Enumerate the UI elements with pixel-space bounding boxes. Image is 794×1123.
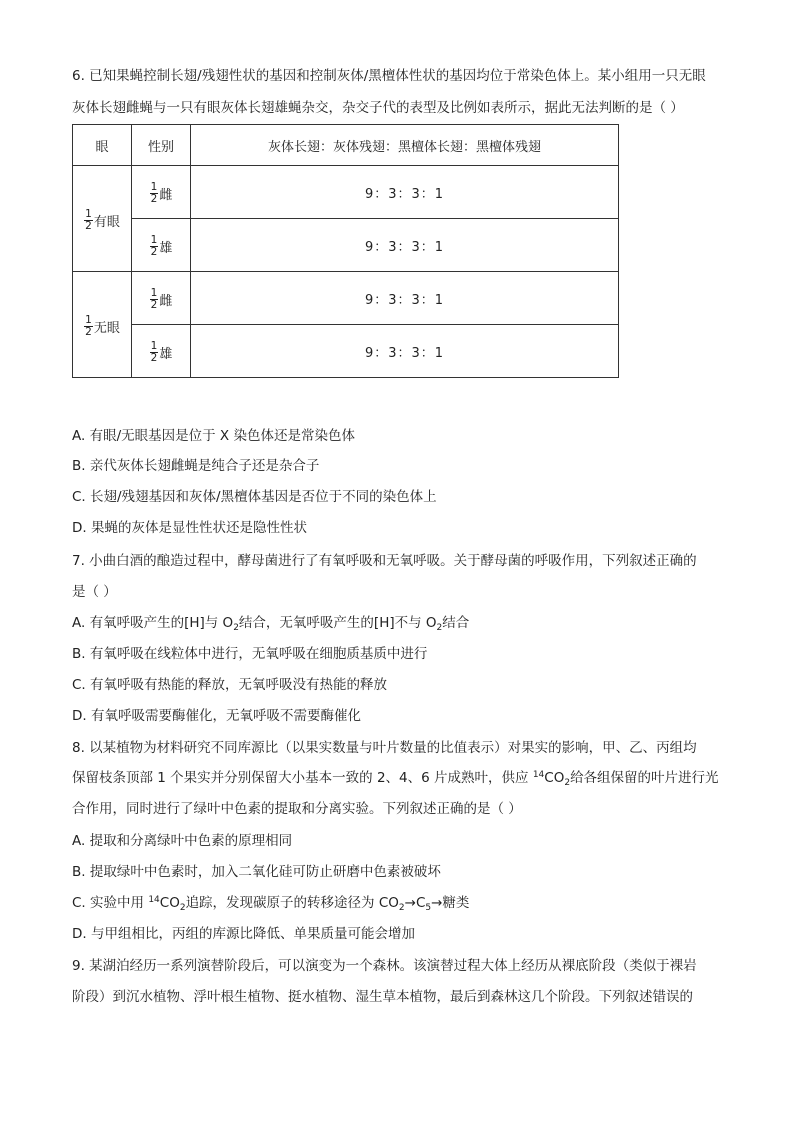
ratio-cell: 9：3：3：1	[191, 325, 619, 378]
sex-label: 雄	[159, 241, 173, 256]
q8-option-c: C. 实验中用 $^{14}CO_2$追踪，发现碳原子的转移途径为 $CO_2\to C_5\to$糖类	[72, 895, 470, 913]
q8-stem-line1: 8. 以某植物为材料研究不同库源比（以果实数量与叶片数量的比值表示）对果实的影响，甲、乙、丙组均	[72, 740, 697, 756]
sex-cell	[132, 166, 191, 219]
sex-cell	[132, 272, 191, 325]
ratio-cell: 9：3：3：1	[191, 272, 619, 325]
ratio-cell: 9：3：3：1	[191, 166, 619, 219]
sex-label: 雄	[159, 347, 173, 362]
table-header-phenotype-ratio: 灰体长翅：灰体残翅：黑檀体长翅：黑檀体残翅	[191, 125, 619, 166]
q6-option-d: D. 果蝇的灰体是显性性状还是隐性性状	[72, 520, 307, 536]
sex-label: 雌	[159, 188, 173, 203]
q7-stem-line1: 7. 小曲白酒的酿造过程中，酵母菌进行了有氧呼吸和无氧呼吸。关于酵母菌的呼吸作用，下列叙述正确的	[72, 553, 697, 569]
q6-stem-line2: 灰体长翅雌蝇与一只有眼灰体长翅雄蝇杂交，杂交子代的表型及比例如表所示，据此无法判断的是（ ）	[72, 100, 684, 116]
table-header-sex: 性别	[132, 125, 191, 166]
q7-option-b: B. 有氧呼吸在线粒体中进行，无氧呼吸在细胞质基质中进行	[72, 646, 428, 662]
fraction: $\frac{1}{2}$	[150, 234, 158, 258]
q8-option-a: A. 提取和分离绿叶中色素的原理相同	[72, 833, 293, 849]
ratio-cell: 9：3：3：1	[191, 219, 619, 272]
q6-stem-line1: 6. 已知果蝇控制长翅/残翅性状的基因和控制灰体/黑檀体性状的基因均位于常染色体上。某小组用一只无眼	[72, 68, 706, 84]
q9-stem-line2: 阶段）到沉水植物、浮叶根生植物、挺水植物、湿生草本植物，最后到森林这几个阶段。下列叙述错误的	[72, 989, 693, 1005]
sex-label: 雌	[159, 294, 173, 309]
q6-option-b: B. 亲代灰体长翅雌蝇是纯合子还是杂合子	[72, 458, 320, 474]
eye-label: 有眼	[93, 214, 120, 230]
fraction: $\frac{1}{2}$	[85, 207, 92, 232]
eye-group-with-eyes	[73, 166, 132, 272]
q7-option-a: A. 有氧呼吸产生的[H]与 $O_2$结合，无氧呼吸产生的[H]不与 $O_2$结合	[72, 615, 470, 633]
q7-option-c: C. 有氧呼吸有热能的释放，无氧呼吸没有热能的释放	[72, 677, 388, 693]
q8-option-d: D. 与甲组相比，丙组的库源比降低、单果质量可能会增加	[72, 926, 415, 942]
fraction: $\frac{1}{2}$	[150, 340, 158, 364]
sex-cell	[132, 325, 191, 378]
eye-label: 无眼	[93, 320, 120, 336]
q7-option-d: D. 有氧呼吸需要酶催化，无氧呼吸不需要酶催化	[72, 708, 361, 724]
sex-cell	[132, 219, 191, 272]
q8-option-b: B. 提取绿叶中色素时，加入二氧化硅可防止研磨中色素被破坏	[72, 864, 441, 880]
q8-stem-line2: 保留枝条顶部 1 个果实并分别保留大小基本一致的 2、4、6 片成熟叶，供应 $^{14}CO_2$给各组保留的叶片进行光	[72, 770, 719, 788]
fraction: $\frac{1}{2}$	[85, 313, 92, 338]
q9-stem-line1: 9. 某湖泊经历一系列演替阶段后，可以演变为一个森林。该演替过程大体上经历从裸底阶段（类似于裸岩	[72, 958, 697, 974]
eye-group-without-eyes	[73, 272, 132, 378]
q7-stem-line2: 是（ ）	[72, 584, 117, 600]
table-header-eye: 眼	[73, 125, 132, 166]
fraction: $\frac{1}{2}$	[150, 181, 158, 205]
q6-option-c: C. 长翅/残翅基因和灰体/黑檀体基因是否位于不同的染色体上	[72, 489, 437, 505]
fraction: $\frac{1}{2}$	[150, 287, 158, 311]
q8-stem-line3: 合作用，同时进行了绿叶中色素的提取和分离实验。下列叙述正确的是（ ）	[72, 801, 522, 817]
q6-results-table	[72, 124, 619, 378]
q6-option-a: A. 有眼/无眼基因是位于 X 染色体还是常染色体	[72, 428, 355, 444]
